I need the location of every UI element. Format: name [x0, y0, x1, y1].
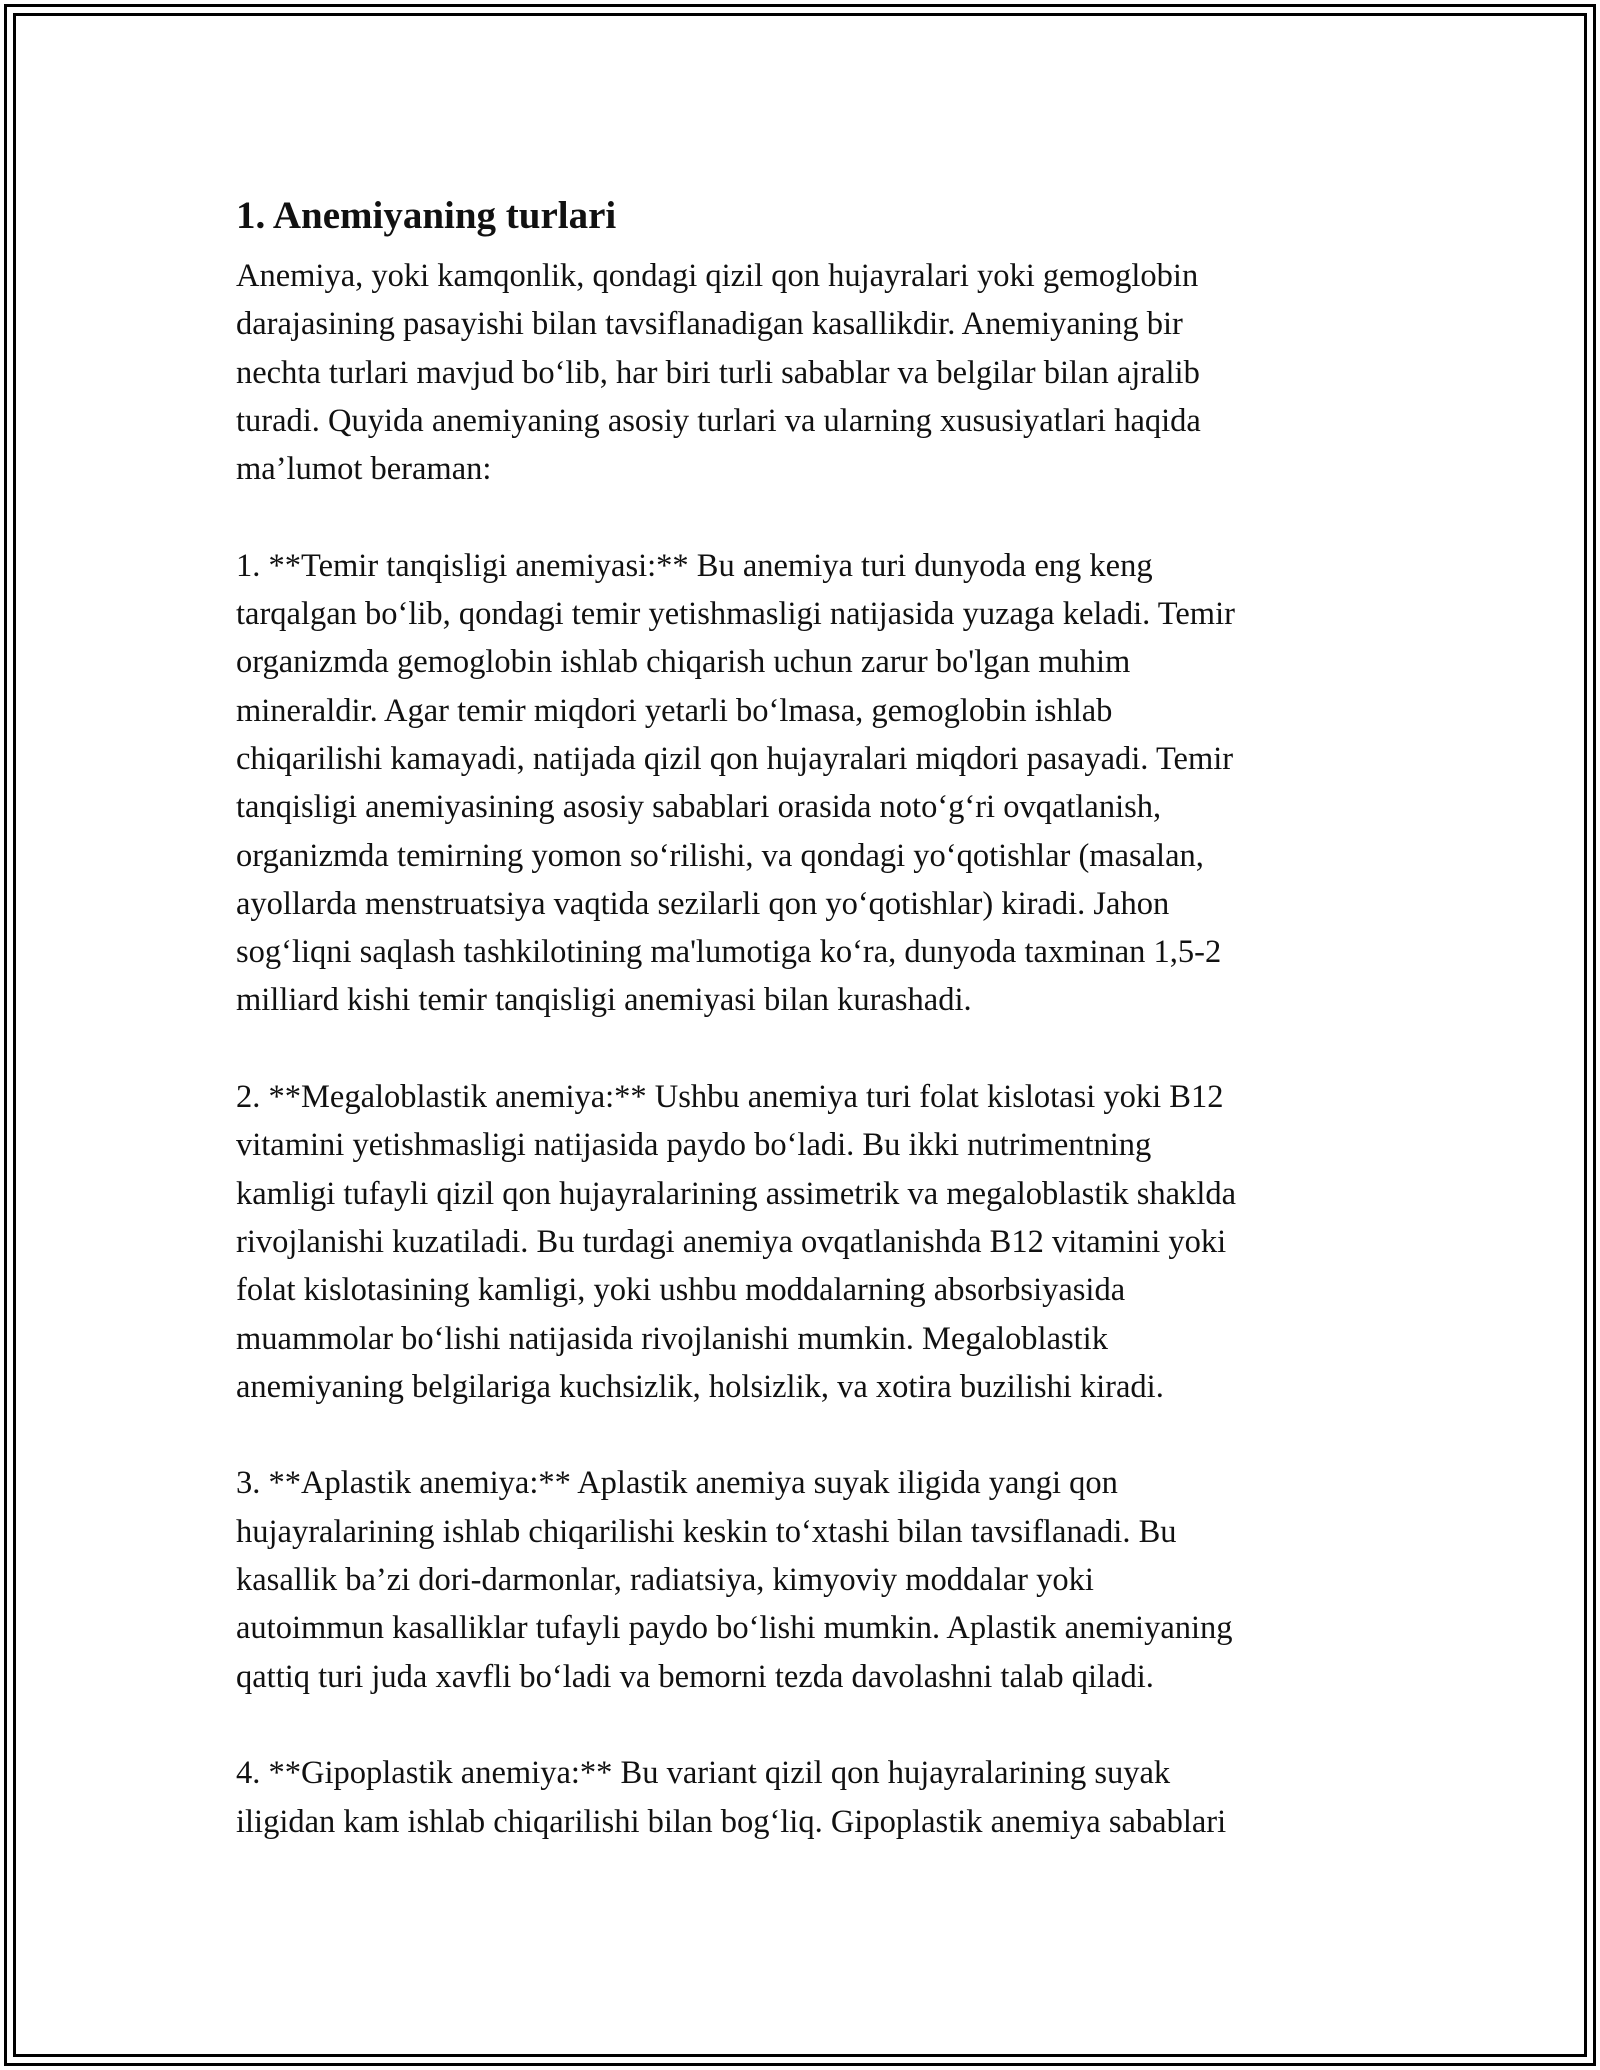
paragraph-hypoplastic-anemia: 4. **Gipoplastik anemiya:** Bu variant qizil qon hujayralarining suyak iligidan kam ishlab chiqarilishi bilan bog‘liq. Gipoplastik anemiya sabablari: [236, 1755, 1227, 1840]
paragraph-intro: Anemiya, yoki kamqonlik, qondagi qizil qon hujayralari yoki gemoglobin darajasining pasayishi bilan tavsiflanadigan kasallikdir. Anemiyaning bir nechta turlari mavjud bo‘lib, har biri turli sabablar va belgilar bilan ajralib turadi. Quyida anemiyaning asosiy turlari va ularning xususiyatlari haqida ma’lumot beraman:: [236, 258, 1201, 488]
paragraph-iron-deficiency-anemia: 1. **Temir tanqisligi anemiyasi:** Bu anemiya turi dunyoda eng keng tarqalgan bo‘lib, qondagi temir yetishmasligi natijasida yuzaga keladi. Temir organizmda gemoglobin ishlab chiqarish uchun zarur bo'lgan muhim mineraldir. Agar temir miqdori yetarli bo‘lmasa, gemoglobin ishlab chiqarilishi kamayadi, natijada qizil qon hujayralari miqdori pasayadi. Temir tanqisligi anemiyasining asosiy sabablari orasida noto‘g‘ri ovqatlanish, organizmda temirning yomon so‘rilishi, va qondagi yo‘qotishlar (masalan, ayollarda menstruatsiya vaqtida sezilarli qon yo‘qotishlar) kiradi. Jahon sog‘liqni saqlash tashkilotining ma'lumotiga ko‘ra, dunyoda taxminan 1,5-2 milliard kishi temir tanqisligi anemiyasi bilan kurashadi.: [236, 547, 1235, 1019]
paragraph-megaloblastic-anemia: 2. **Megaloblastik anemiya:** Ushbu anemiya turi folat kislotasi yoki B12 vitamini yetishmasligi natijasida paydo bo‘ladi. Bu ikki nutrimentning kamligi tufayli qizil qon hujayralarining assimetrik va megaloblastik shaklda rivojlanishi kuzatiladi. Bu turdagi anemiya ovqatlanishda B12 vitamini yoki folat kislotasining kamligi, yoki ushbu moddalarning absorbsiyasida muammolar bo‘lishi natijasida rivojlanishi mumkin. Megaloblastik anemiyaning belgilariga kuchsizlik, holsizlik, va xotira buzilishi kiradi.: [236, 1079, 1237, 1405]
section-heading: 1. Anemiyaning turlari: [236, 194, 617, 237]
paragraph-aplastic-anemia: 3. **Aplastik anemiya:** Aplastik anemiya suyak iligida yangi qon hujayralarining ishlab chiqarilishi keskin to‘xtashi bilan tavsiflanadi. Bu kasallik ba’zi dori-darmonlar, radiatsiya, kimyoviy moddalar yoki autoimmun kasalliklar tufayli paydo bo‘lishi mumkin. Aplastik anemiyaning qattiq turi juda xavfli bo‘ladi va bemorni tezda davolashni talab qiladi.: [236, 1465, 1233, 1695]
document-body: [236, 186, 1396, 1894]
